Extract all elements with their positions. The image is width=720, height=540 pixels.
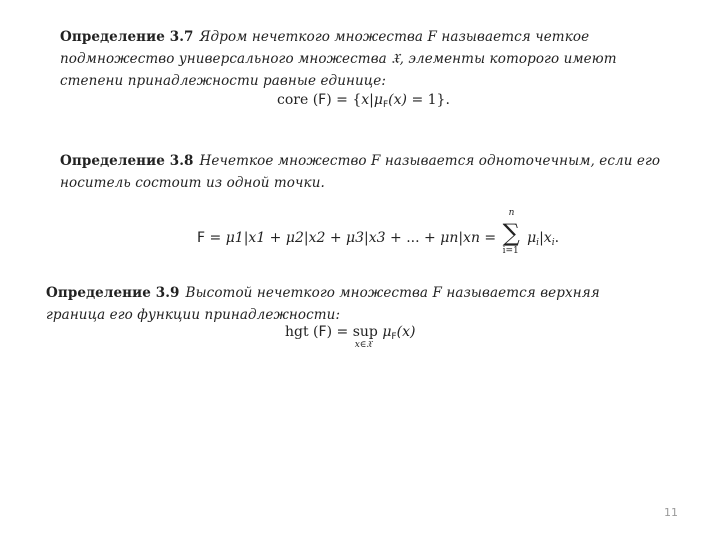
formula-singleton: F = μ1|x1 + μ2|x2 + μ3|x3 + ... + μn|xn = n ∑ i=1 $\mu_i|x_i$. <box>197 208 560 256</box>
definition-text: Ядром нечеткого множества F называется четкое подмножество универсального множества 𝔛, элементы которого имеют степени принадлежности равные единице: <box>60 29 617 89</box>
definition-text: Высотой нечеткого множества F называется верхняя граница его функции принадлежности: <box>46 285 600 323</box>
definition-3-7 <box>60 26 666 92</box>
definition-3-9 <box>46 282 652 326</box>
definition-term: Определение 3.8 <box>60 153 194 169</box>
formula-height: hgt (F) = sup x∈𝔛 $\mu_F(x)$ <box>285 324 416 350</box>
definition-term: Определение 3.7 <box>60 29 194 45</box>
definition-term: Определение 3.9 <box>46 285 180 301</box>
definition-text: Нечеткое множество F называется одноточечным, если его носитель состоит из одной точки. <box>60 153 661 191</box>
sup-operator: sup x∈𝔛 <box>352 324 378 350</box>
definition-3-8 <box>60 150 666 194</box>
formula-core: core $(F) = \{x|\mu_F(x) = 1\}$. <box>277 92 450 110</box>
sum-symbol: n ∑ i=1 <box>502 208 520 256</box>
page-number: 11 <box>664 506 678 519</box>
